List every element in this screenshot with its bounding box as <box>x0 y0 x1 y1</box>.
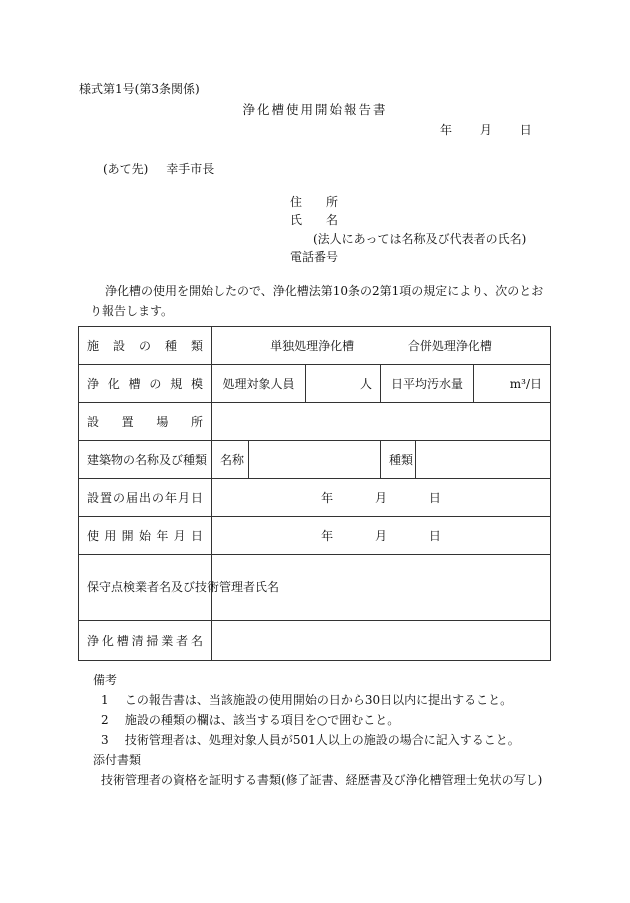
applicant-corp-note: (法人にあっては名称及び代表者の氏名) <box>313 232 527 246</box>
notification-date-field[interactable] <box>212 479 551 517</box>
inspector-label: 保守点検業者名及び技術管理者氏名 <box>79 555 212 621</box>
addressee <box>103 160 214 177</box>
facility-type-option-single: 単独処理浄化槽 <box>270 339 355 353</box>
cleaner-label: 浄化槽清掃業者名 <box>79 621 212 661</box>
cleaner-field[interactable] <box>212 621 551 661</box>
remark-text: 技術管理者は、処理対象人員が501人以上の施設の場合に記入すること。 <box>124 733 520 747</box>
remark-number: 3 <box>101 733 109 747</box>
daily-flow-label: 日平均汚水量 <box>381 365 474 403</box>
facility-type-option-combined: 合併処理浄化槽 <box>407 339 492 353</box>
remark-text: 施設の種類の欄は、該当する項目を○で囲むこと。 <box>124 713 400 727</box>
notification-day: 日 <box>428 491 441 505</box>
date-day: 日 <box>519 123 532 137</box>
addressee-name: 幸手市長 <box>166 162 215 176</box>
remark-item <box>93 690 542 710</box>
row-start-date <box>79 517 551 555</box>
start-date-label: 使用開始年月日 <box>79 517 212 555</box>
start-year: 年 <box>321 529 334 543</box>
remark-number: 2 <box>101 713 109 727</box>
target-persons-label: 処理対象人員 <box>212 365 306 403</box>
building-type-label: 種類 <box>381 441 416 479</box>
applicant-address-label: 住 所 <box>290 195 339 209</box>
building-type-field[interactable] <box>416 441 551 479</box>
date-month: 月 <box>479 123 492 137</box>
remark-number: 1 <box>101 693 109 707</box>
row-scale <box>79 365 551 403</box>
submission-date <box>440 121 532 138</box>
addressee-prefix: (あて先) <box>103 162 149 176</box>
remark-item <box>93 730 542 750</box>
building-label: 建築物の名称及び種類 <box>79 441 212 479</box>
building-name-field[interactable] <box>249 441 381 479</box>
applicant-phone-label: 電話番号 <box>290 250 339 264</box>
remark-text: この報告書は、当該施設の使用開始の日から30日以内に提出すること。 <box>124 693 513 707</box>
building-name-label: 名称 <box>212 441 249 479</box>
start-date-field[interactable] <box>212 517 551 555</box>
notification-month: 月 <box>375 491 388 505</box>
facility-type-options <box>212 327 551 365</box>
remark-item <box>93 710 542 730</box>
applicant-name-label: 氏 名 <box>290 213 339 227</box>
notification-year: 年 <box>321 491 334 505</box>
document-title: 浄化槽使用開始報告書 <box>242 102 388 117</box>
remarks-section <box>93 670 542 790</box>
notification-date-label: 設置の届出の年月日 <box>79 479 212 517</box>
report-table <box>78 326 551 661</box>
scale-label: 浄化槽の規模 <box>79 365 212 403</box>
start-day: 日 <box>428 529 441 543</box>
row-notification-date <box>79 479 551 517</box>
date-year: 年 <box>440 123 453 137</box>
row-inspector <box>79 555 551 621</box>
row-location <box>79 403 551 441</box>
location-field[interactable] <box>212 403 551 441</box>
location-label: 設置場所 <box>79 403 212 441</box>
remarks-heading: 備考 <box>93 673 118 687</box>
start-month: 月 <box>375 529 388 543</box>
persons-unit: 人 <box>306 365 381 403</box>
attachments-heading: 添付書類 <box>93 753 142 767</box>
row-cleaner <box>79 621 551 661</box>
row-building <box>79 441 551 479</box>
attachments-text: 技術管理者の資格を証明する書類(修了証書、経歴書及び浄化槽管理士免状の写し) <box>101 773 543 787</box>
flow-unit: m³/日 <box>474 365 551 403</box>
form-number: 様式第1号(第3条関係) <box>79 82 200 96</box>
facility-type-label: 施設の種類 <box>79 327 212 365</box>
report-statement: 浄化槽の使用を開始したので、浄化槽法第10条の2第1項の規定により、次のとおり報告します。 <box>90 284 544 318</box>
row-facility-type <box>79 327 551 365</box>
